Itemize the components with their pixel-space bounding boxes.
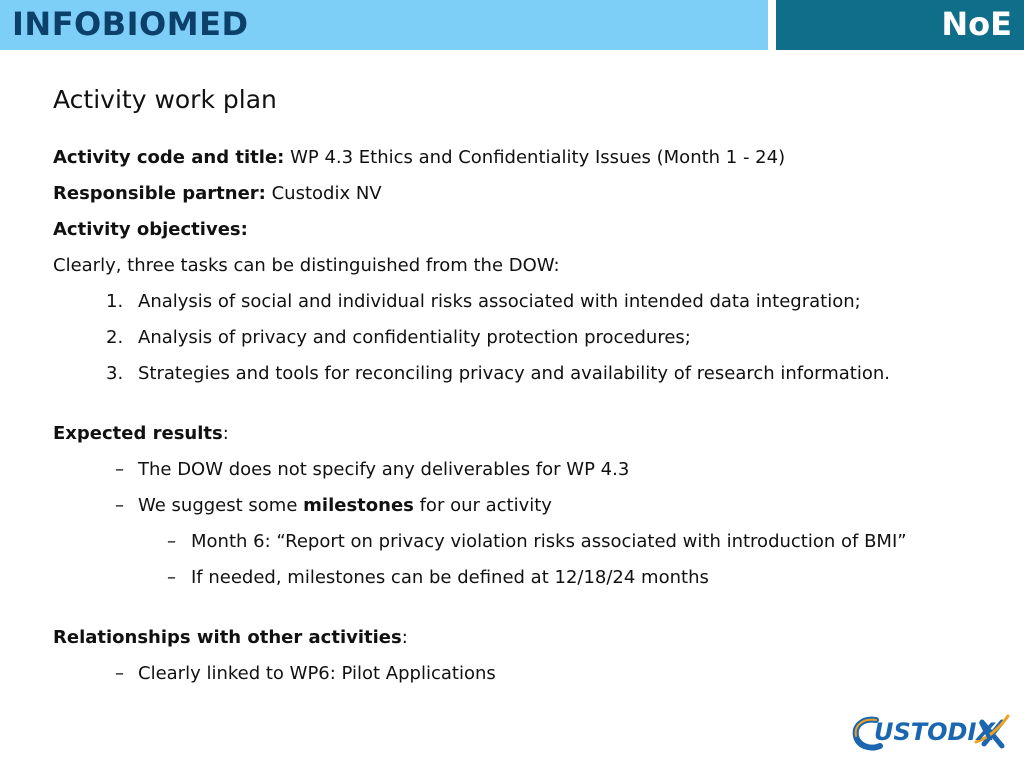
activity-code-line xyxy=(53,146,973,170)
task-item xyxy=(53,326,973,350)
expected-results-heading xyxy=(53,422,973,446)
objectives-label: Activity objectives: xyxy=(53,219,248,240)
dash-bullet: – xyxy=(115,459,124,480)
brand-title: INFOBIOMED xyxy=(12,5,249,43)
header-band-left xyxy=(0,0,768,50)
header-band-right xyxy=(776,0,1024,50)
task-text: Strategies and tools for reconciling privacy and availability of research information. xyxy=(138,363,890,384)
dash-bullet: – xyxy=(115,495,124,516)
result-text: The DOW does not specify any deliverables for WP 4.3 xyxy=(138,459,630,480)
milestone-text: Month 6: “Report on privacy violation risks associated with introduction of BMI” xyxy=(191,531,907,552)
spacer xyxy=(53,602,973,626)
milestone-subitem xyxy=(53,566,973,590)
task-number: 3. xyxy=(106,363,124,384)
slide-title: Activity work plan xyxy=(53,85,277,114)
spacer xyxy=(53,398,973,422)
custodix-logo xyxy=(852,712,1012,756)
milestone-text: If needed, milestones can be defined at 12/18/24 months xyxy=(191,567,709,588)
responsible-partner-line xyxy=(53,182,973,206)
dash-bullet: – xyxy=(167,531,176,552)
network-label: NoE xyxy=(941,5,1012,43)
objectives-intro: Clearly, three tasks can be distinguished from the DOW: xyxy=(53,255,560,276)
task-item xyxy=(53,362,973,386)
relationship-text: Clearly linked to WP6: Pilot Applications xyxy=(138,663,496,684)
milestones-suffix: for our activity xyxy=(413,495,552,516)
expected-results-colon: : xyxy=(222,423,229,444)
relationship-item xyxy=(53,662,973,686)
dash-bullet: – xyxy=(115,663,124,684)
responsible-partner-value: Custodix NV xyxy=(265,183,382,204)
responsible-partner-label: Responsible partner: xyxy=(53,183,266,204)
relationships-colon: : xyxy=(401,627,408,648)
objectives-heading xyxy=(53,218,973,242)
dash-bullet: – xyxy=(167,567,176,588)
task-number: 1. xyxy=(106,291,124,312)
task-item xyxy=(53,290,973,314)
task-number: 2. xyxy=(106,327,124,348)
milestones-bold: milestones xyxy=(303,495,414,516)
result-item xyxy=(53,494,973,518)
logo-text: USTODIX xyxy=(874,718,995,746)
result-item xyxy=(53,458,973,482)
task-text: Analysis of privacy and confidentiality protection procedures; xyxy=(138,327,691,348)
slide-body xyxy=(53,146,973,698)
activity-code-value: WP 4.3 Ethics and Confidentiality Issues (Month 1 - 24) xyxy=(284,147,786,168)
milestone-subitem xyxy=(53,530,973,554)
relationships-label: Relationships with other activities xyxy=(53,627,402,648)
task-text: Analysis of social and individual risks associated with intended data integration; xyxy=(138,291,861,312)
header-divider xyxy=(768,0,776,50)
expected-results-label: Expected results xyxy=(53,423,223,444)
activity-code-label: Activity code and title: xyxy=(53,147,285,168)
milestones-prefix: We suggest some xyxy=(138,495,304,516)
relationships-heading xyxy=(53,626,973,650)
